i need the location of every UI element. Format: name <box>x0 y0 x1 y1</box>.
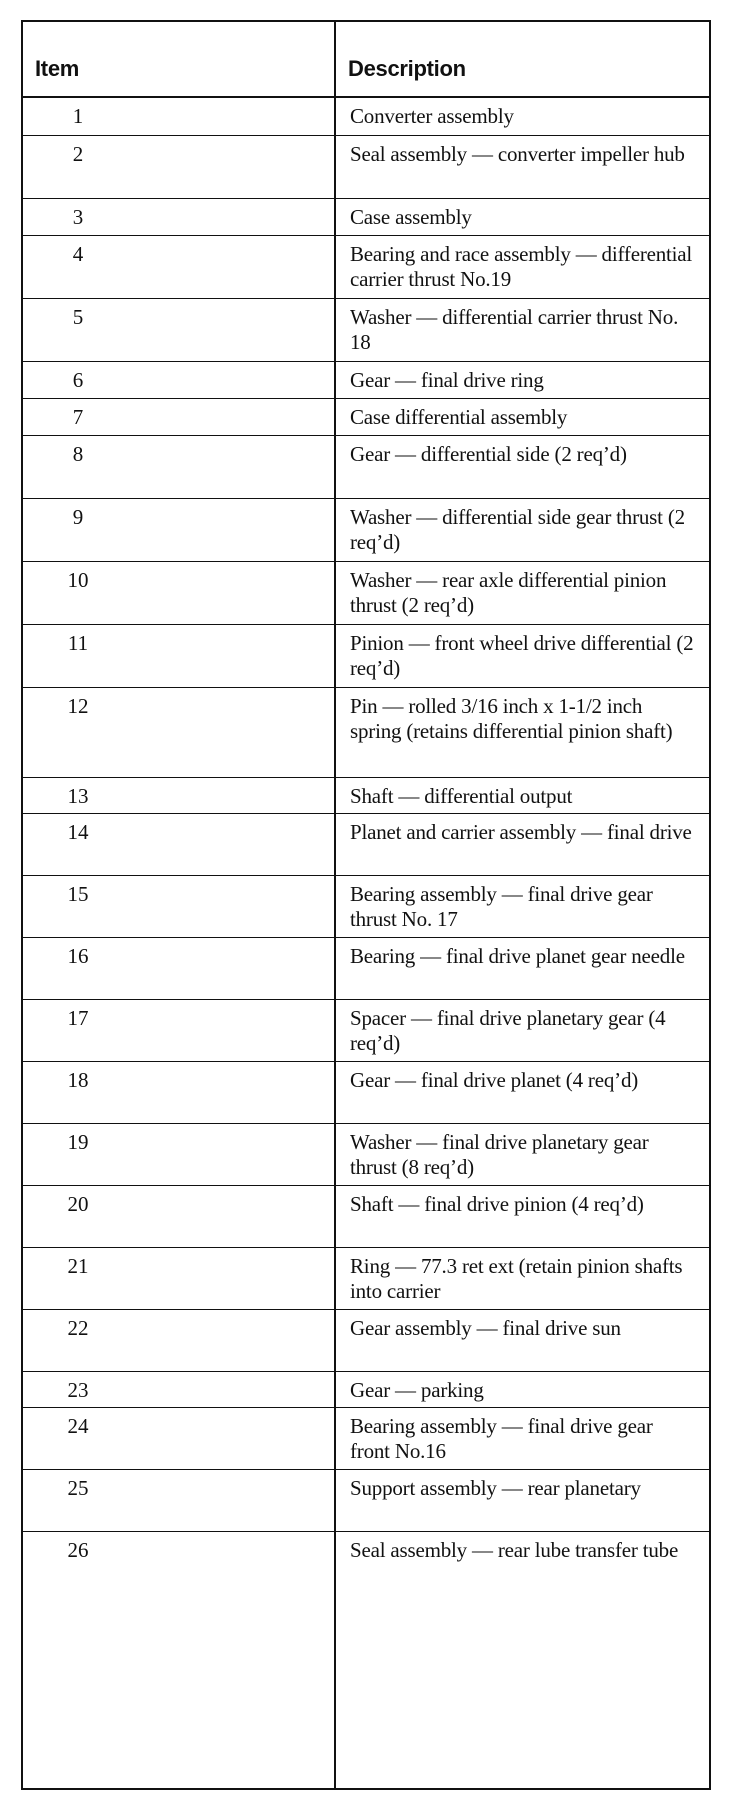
table-row <box>23 362 709 399</box>
item-number: 14 <box>67 820 89 844</box>
table-row <box>23 236 709 299</box>
item-number: 1 <box>72 104 84 128</box>
item-number: 8 <box>72 442 84 466</box>
item-description: Bearing assembly — final drive gear thrust No. 17 <box>350 882 653 931</box>
item-description: Shaft — final drive pinion (4 req’d) <box>350 1192 644 1216</box>
item-description: Washer — final drive planetary gear thrust (8 req’d) <box>350 1130 649 1179</box>
item-number: 5 <box>72 305 84 329</box>
item-number: 21 <box>67 1254 89 1278</box>
item-number: 22 <box>67 1316 89 1340</box>
item-description: Bearing assembly — final drive gear front No.16 <box>350 1414 653 1463</box>
table-row <box>23 1532 709 1594</box>
table-row <box>23 1124 709 1186</box>
table-row <box>23 1186 709 1248</box>
table-row <box>23 1248 709 1310</box>
parts-table <box>21 20 711 1790</box>
item-description: Seal assembly — converter impeller hub <box>350 142 685 166</box>
table-row <box>23 136 709 199</box>
item-description: Gear — final drive ring <box>350 368 544 392</box>
item-number: 7 <box>72 405 84 429</box>
table-row <box>23 876 709 938</box>
item-description: Bearing — final drive planet gear needle <box>350 944 685 968</box>
table-row <box>23 299 709 362</box>
item-description: Planet and carrier assembly — final drive <box>350 820 692 844</box>
item-description: Converter assembly <box>350 104 514 128</box>
item-number: 9 <box>72 505 84 529</box>
item-number: 16 <box>67 944 89 968</box>
item-description: Spacer — final drive planetary gear (4 req’d) <box>350 1006 666 1055</box>
table-row <box>23 625 709 688</box>
table-row <box>23 778 709 814</box>
table-row <box>23 98 709 136</box>
item-description: Shaft — differential output <box>350 784 573 808</box>
item-description: Washer — differential side gear thrust (2 req’d) <box>350 505 685 554</box>
item-number: 20 <box>67 1192 89 1216</box>
table-row <box>23 1408 709 1470</box>
item-description: Case differential assembly <box>350 405 568 429</box>
table-header <box>23 22 709 98</box>
item-number: 13 <box>67 784 89 808</box>
item-number: 18 <box>67 1068 89 1092</box>
item-number: 17 <box>67 1006 89 1030</box>
item-number: 3 <box>72 205 84 229</box>
table-row <box>23 1372 709 1408</box>
table-row <box>23 1310 709 1372</box>
item-description: Pin — rolled 3/16 inch x 1-1/2 inch spring (retains differential pinion shaft) <box>350 694 673 743</box>
table-row <box>23 499 709 562</box>
item-number: 10 <box>67 568 89 592</box>
table-row <box>23 399 709 436</box>
item-number: 11 <box>67 631 89 655</box>
item-number: 24 <box>67 1414 89 1438</box>
item-description: Seal assembly — rear lube transfer tube <box>350 1538 679 1562</box>
item-description: Case assembly <box>350 205 472 229</box>
item-description: Ring — 77.3 ret ext (retain pinion shafts into carrier <box>350 1254 683 1303</box>
table-row <box>23 814 709 876</box>
table-body <box>23 98 709 1594</box>
item-number: 19 <box>67 1130 89 1154</box>
item-description: Gear — final drive planet (4 req’d) <box>350 1068 639 1092</box>
item-description: Washer — rear axle differential pinion thrust (2 req’d) <box>350 568 667 617</box>
table-row <box>23 199 709 236</box>
table-row <box>23 1000 709 1062</box>
item-number: 6 <box>72 368 84 392</box>
item-description: Gear — parking <box>350 1378 484 1402</box>
item-number: 4 <box>72 242 84 266</box>
item-number: 2 <box>72 142 84 166</box>
item-number: 23 <box>67 1378 89 1402</box>
table-row <box>23 688 709 778</box>
item-description: Support assembly — rear planetary <box>350 1476 641 1500</box>
item-number: 12 <box>67 694 89 718</box>
item-description: Gear — differential side (2 req’d) <box>350 442 627 466</box>
item-number: 25 <box>67 1476 89 1500</box>
header-item: Item <box>35 56 80 81</box>
item-description: Pinion — front wheel drive differential (2 req’d) <box>350 631 694 680</box>
table-row <box>23 436 709 499</box>
item-description: Gear assembly — final drive sun <box>350 1316 621 1340</box>
table-row <box>23 1062 709 1124</box>
table-row <box>23 1470 709 1532</box>
table-row <box>23 938 709 1000</box>
item-description: Bearing and race assembly — differential carrier thrust No.19 <box>350 242 693 291</box>
item-number: 15 <box>67 882 89 906</box>
table-row <box>23 562 709 625</box>
item-description: Washer — differential carrier thrust No. 18 <box>350 305 679 354</box>
header-description: Description <box>348 56 466 81</box>
item-number: 26 <box>67 1538 89 1562</box>
